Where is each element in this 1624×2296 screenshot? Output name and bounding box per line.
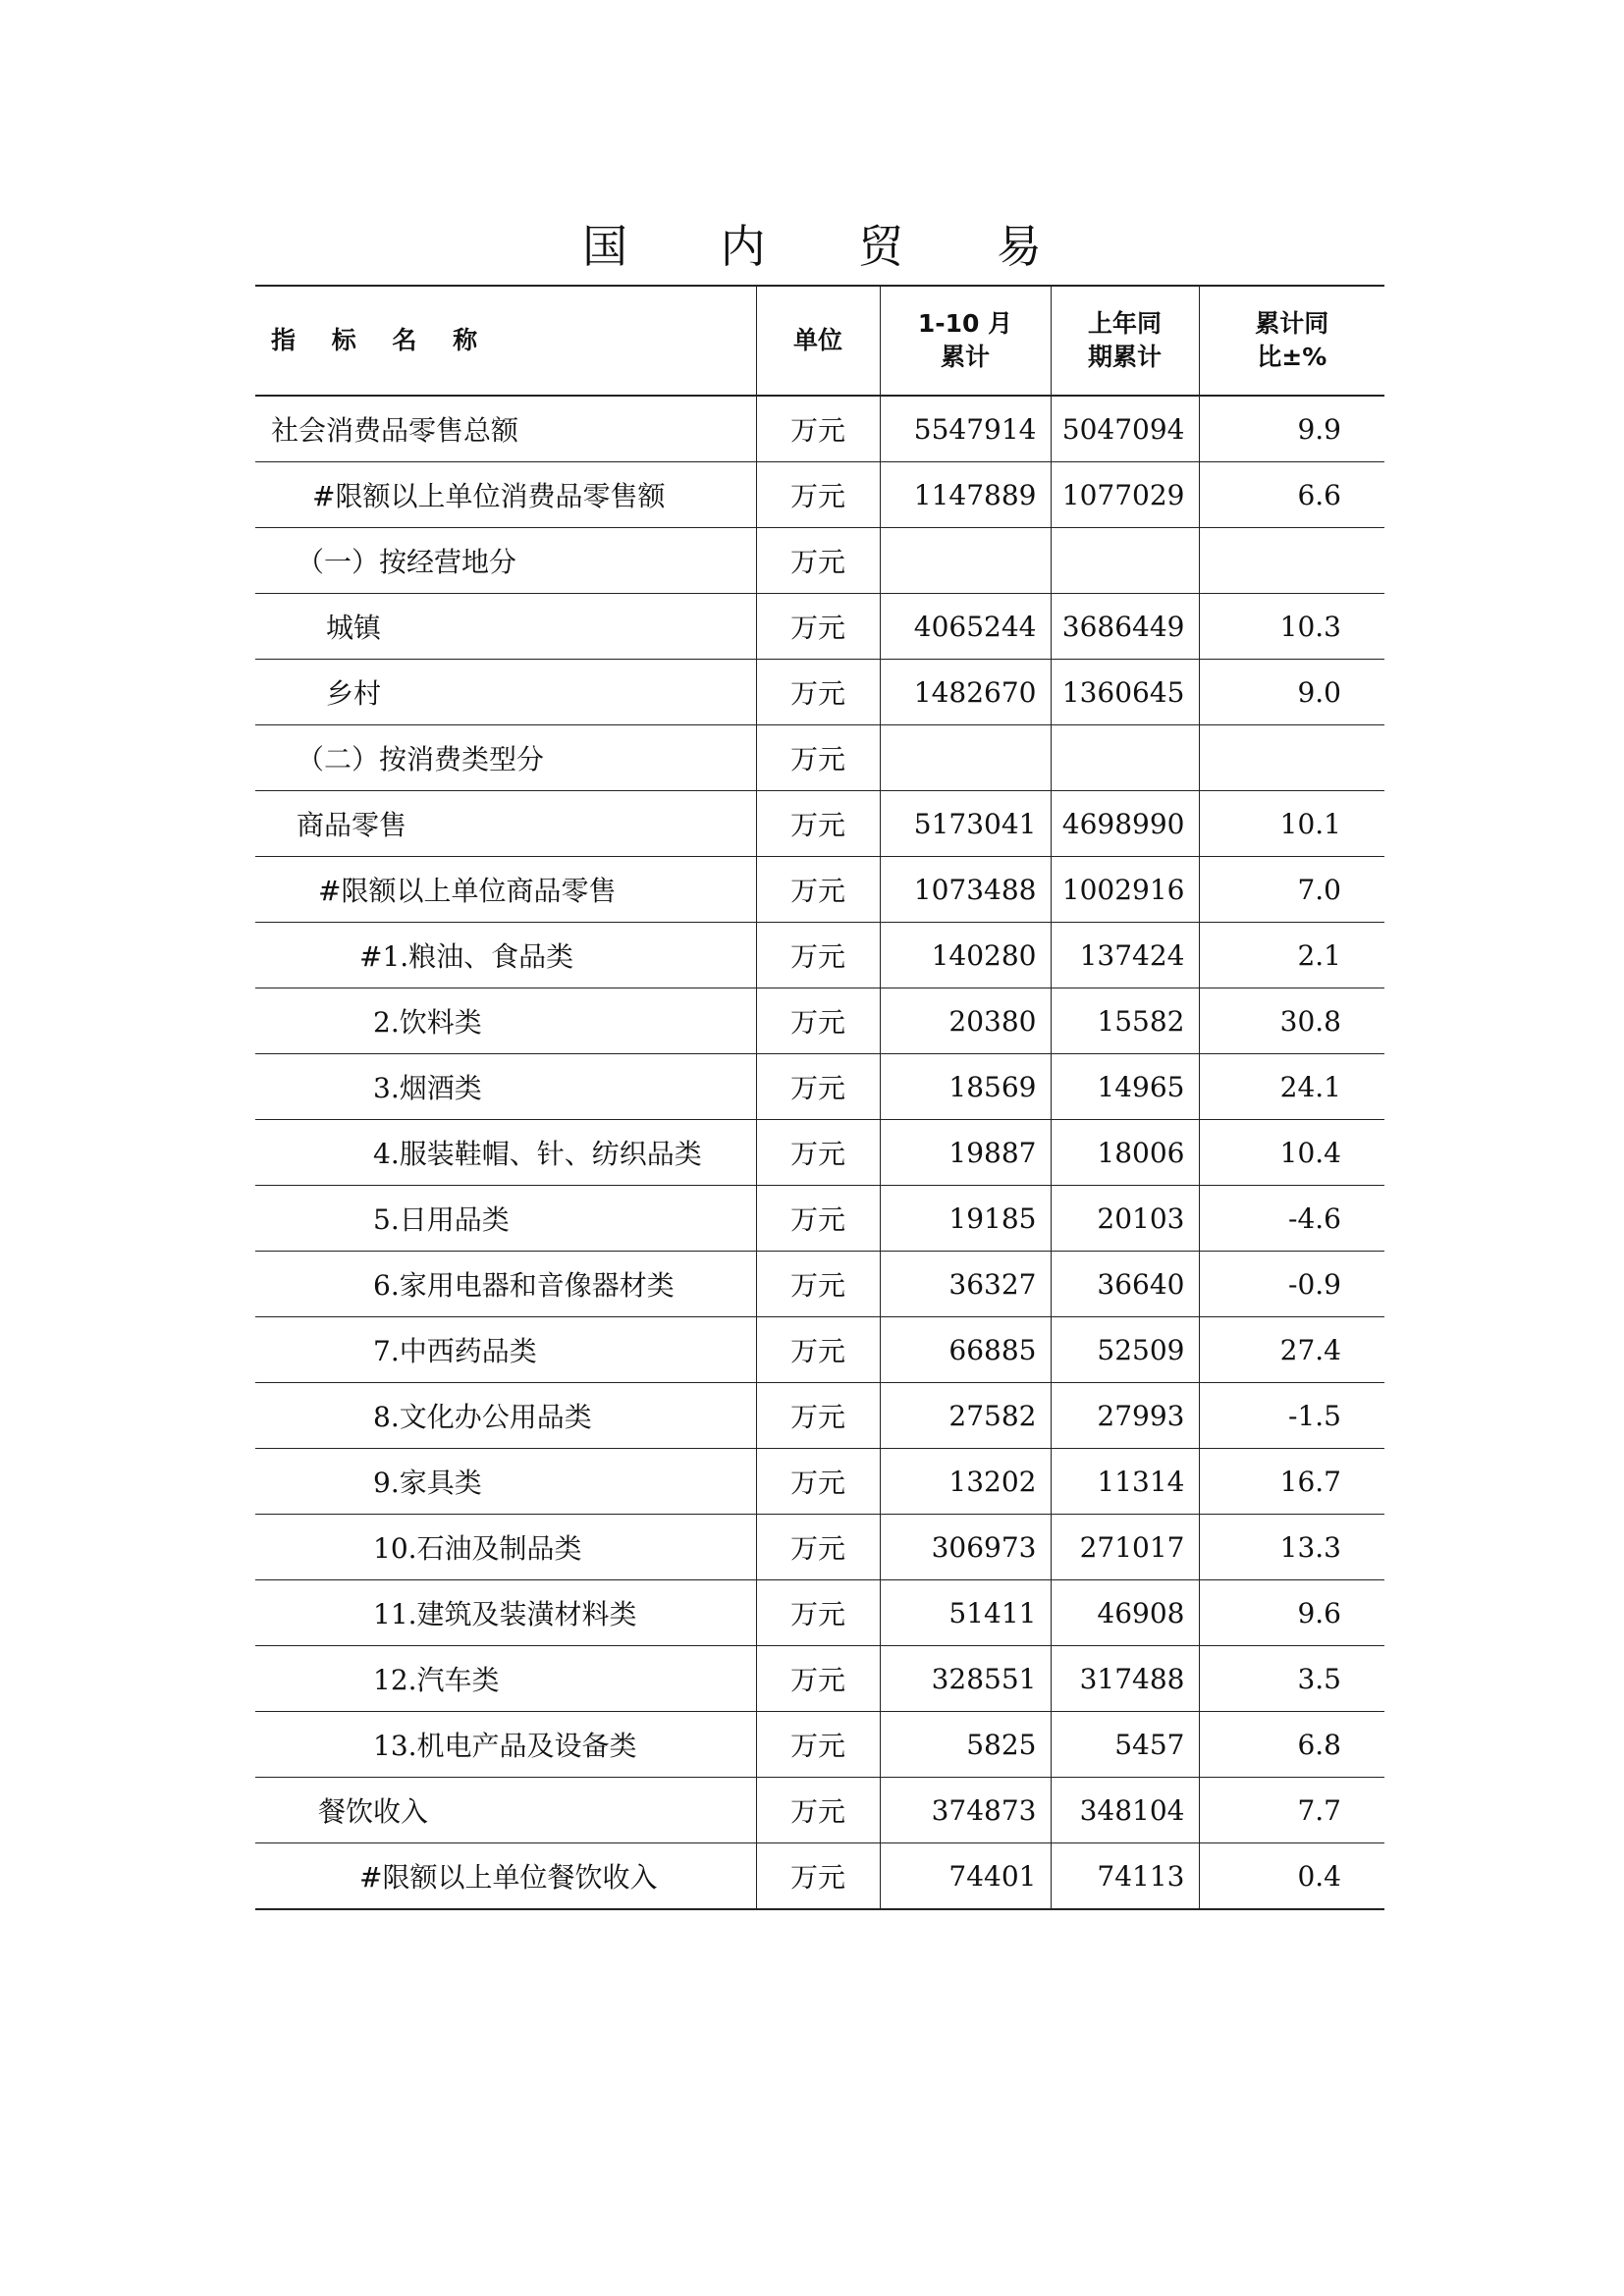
row-prior: 4698990 xyxy=(1051,791,1199,857)
row-change: 7.0 xyxy=(1199,857,1384,923)
row-unit: 万元 xyxy=(756,1449,880,1515)
header-yoy-change xyxy=(1199,286,1384,396)
row-unit: 万元 xyxy=(756,1252,880,1317)
row-change: 30.8 xyxy=(1199,988,1384,1054)
row-change: 7.7 xyxy=(1199,1778,1384,1843)
row-prior: 15582 xyxy=(1051,988,1199,1054)
row-change: 9.6 xyxy=(1199,1580,1384,1646)
row-prior: 27993 xyxy=(1051,1383,1199,1449)
row-name: 8.文化办公用品类 xyxy=(255,1383,756,1449)
row-unit: 万元 xyxy=(756,791,880,857)
row-unit: 万元 xyxy=(756,923,880,988)
header-prior-line1: 上年同 xyxy=(1087,309,1162,338)
row-current: 4065244 xyxy=(880,594,1051,660)
row-name: 12.汽车类 xyxy=(255,1646,756,1712)
header-current-cumulative xyxy=(880,286,1051,396)
row-change: 6.8 xyxy=(1199,1712,1384,1778)
table-row xyxy=(255,1449,1384,1515)
table-row xyxy=(255,1843,1384,1910)
row-change xyxy=(1199,528,1384,594)
row-change: 2.1 xyxy=(1199,923,1384,988)
row-prior: 1077029 xyxy=(1051,462,1199,528)
row-name: #1.粮油、食品类 xyxy=(255,923,756,988)
row-current: 19887 xyxy=(880,1120,1051,1186)
row-name: （二）按消费类型分 xyxy=(255,725,756,791)
header-change-line2: 比±% xyxy=(1257,343,1327,371)
domestic-trade-table xyxy=(255,285,1384,1910)
row-change: 27.4 xyxy=(1199,1317,1384,1383)
row-name: 7.中西药品类 xyxy=(255,1317,756,1383)
row-name: 13.机电产品及设备类 xyxy=(255,1712,756,1778)
row-change: 16.7 xyxy=(1199,1449,1384,1515)
table-row xyxy=(255,1317,1384,1383)
table-row xyxy=(255,462,1384,528)
row-name: 3.烟酒类 xyxy=(255,1054,756,1120)
row-name: （一）按经营地分 xyxy=(255,528,756,594)
row-current xyxy=(880,725,1051,791)
row-prior: 36640 xyxy=(1051,1252,1199,1317)
row-unit: 万元 xyxy=(756,1843,880,1910)
row-unit: 万元 xyxy=(756,660,880,725)
row-prior: 11314 xyxy=(1051,1449,1199,1515)
row-current: 374873 xyxy=(880,1778,1051,1843)
row-unit: 万元 xyxy=(756,1317,880,1383)
table-row xyxy=(255,1186,1384,1252)
row-prior: 137424 xyxy=(1051,923,1199,988)
table-row xyxy=(255,1712,1384,1778)
row-prior xyxy=(1051,528,1199,594)
table-row xyxy=(255,660,1384,725)
row-current: 51411 xyxy=(880,1580,1051,1646)
row-unit: 万元 xyxy=(756,1778,880,1843)
row-unit: 万元 xyxy=(756,725,880,791)
row-change: 24.1 xyxy=(1199,1054,1384,1120)
row-current xyxy=(880,528,1051,594)
row-change: 13.3 xyxy=(1199,1515,1384,1580)
table-row xyxy=(255,528,1384,594)
table-row xyxy=(255,594,1384,660)
table-row xyxy=(255,1120,1384,1186)
row-change: 10.3 xyxy=(1199,594,1384,660)
row-current: 18569 xyxy=(880,1054,1051,1120)
row-change: 0.4 xyxy=(1199,1843,1384,1910)
row-name: 2.饮料类 xyxy=(255,988,756,1054)
row-unit: 万元 xyxy=(756,396,880,462)
row-prior: 5047094 xyxy=(1051,396,1199,462)
header-indicator-name: 指 标 名 称 xyxy=(255,286,756,396)
header-current-line2: 累计 xyxy=(940,343,990,371)
page-title: 国 内 贸 易 xyxy=(582,220,1081,273)
row-change xyxy=(1199,725,1384,791)
table-row xyxy=(255,988,1384,1054)
row-prior xyxy=(1051,725,1199,791)
row-prior: 20103 xyxy=(1051,1186,1199,1252)
row-current: 5547914 xyxy=(880,396,1051,462)
row-current: 5173041 xyxy=(880,791,1051,857)
table-row xyxy=(255,923,1384,988)
row-current: 20380 xyxy=(880,988,1051,1054)
row-unit: 万元 xyxy=(756,988,880,1054)
row-name: #限额以上单位消费品零售额 xyxy=(255,462,756,528)
row-prior: 5457 xyxy=(1051,1712,1199,1778)
row-change: 6.6 xyxy=(1199,462,1384,528)
table-row xyxy=(255,725,1384,791)
row-current: 140280 xyxy=(880,923,1051,988)
header-change-line1: 累计同 xyxy=(1255,309,1329,338)
row-current: 328551 xyxy=(880,1646,1051,1712)
header-prior-line2: 期累计 xyxy=(1087,343,1162,371)
row-unit: 万元 xyxy=(756,1515,880,1580)
row-prior: 348104 xyxy=(1051,1778,1199,1843)
row-prior: 1360645 xyxy=(1051,660,1199,725)
row-name: 10.石油及制品类 xyxy=(255,1515,756,1580)
row-current: 66885 xyxy=(880,1317,1051,1383)
row-prior: 3686449 xyxy=(1051,594,1199,660)
row-name: #限额以上单位餐饮收入 xyxy=(255,1843,756,1910)
header-current-line1: 1-10 月 xyxy=(917,309,1013,338)
table-header-row xyxy=(255,286,1384,396)
row-name: 6.家用电器和音像器材类 xyxy=(255,1252,756,1317)
row-unit: 万元 xyxy=(756,1712,880,1778)
header-prior-cumulative xyxy=(1051,286,1199,396)
row-unit: 万元 xyxy=(756,1383,880,1449)
row-change: 3.5 xyxy=(1199,1646,1384,1712)
row-unit: 万元 xyxy=(756,462,880,528)
row-current: 1482670 xyxy=(880,660,1051,725)
table-row xyxy=(255,1515,1384,1580)
row-name: 9.家具类 xyxy=(255,1449,756,1515)
row-prior: 317488 xyxy=(1051,1646,1199,1712)
row-unit: 万元 xyxy=(756,594,880,660)
table-row xyxy=(255,1580,1384,1646)
row-change: 9.0 xyxy=(1199,660,1384,725)
row-unit: 万元 xyxy=(756,857,880,923)
row-name: 4.服装鞋帽、针、纺织品类 xyxy=(255,1120,756,1186)
row-prior: 14965 xyxy=(1051,1054,1199,1120)
row-prior: 18006 xyxy=(1051,1120,1199,1186)
row-prior: 46908 xyxy=(1051,1580,1199,1646)
row-prior: 74113 xyxy=(1051,1843,1199,1910)
row-current: 306973 xyxy=(880,1515,1051,1580)
row-unit: 万元 xyxy=(756,1580,880,1646)
row-current: 36327 xyxy=(880,1252,1051,1317)
row-unit: 万元 xyxy=(756,1054,880,1120)
row-unit: 万元 xyxy=(756,528,880,594)
row-name: 商品零售 xyxy=(255,791,756,857)
row-change: -0.9 xyxy=(1199,1252,1384,1317)
row-name: 11.建筑及装潢材料类 xyxy=(255,1580,756,1646)
row-name: 乡村 xyxy=(255,660,756,725)
row-change: 10.4 xyxy=(1199,1120,1384,1186)
table-row xyxy=(255,1646,1384,1712)
table-row xyxy=(255,791,1384,857)
row-current: 13202 xyxy=(880,1449,1051,1515)
header-unit: 单位 xyxy=(756,286,880,396)
row-name: #限额以上单位商品零售 xyxy=(255,857,756,923)
table-row xyxy=(255,396,1384,462)
row-change: 10.1 xyxy=(1199,791,1384,857)
row-name: 5.日用品类 xyxy=(255,1186,756,1252)
table-row xyxy=(255,1252,1384,1317)
row-current: 74401 xyxy=(880,1843,1051,1910)
row-unit: 万元 xyxy=(756,1186,880,1252)
row-current: 1073488 xyxy=(880,857,1051,923)
row-change: 9.9 xyxy=(1199,396,1384,462)
row-current: 27582 xyxy=(880,1383,1051,1449)
row-name: 城镇 xyxy=(255,594,756,660)
row-prior: 271017 xyxy=(1051,1515,1199,1580)
row-prior: 1002916 xyxy=(1051,857,1199,923)
table-row xyxy=(255,1778,1384,1843)
row-current: 5825 xyxy=(880,1712,1051,1778)
row-current: 1147889 xyxy=(880,462,1051,528)
row-name: 社会消费品零售总额 xyxy=(255,396,756,462)
table-row xyxy=(255,1383,1384,1449)
row-change: -4.6 xyxy=(1199,1186,1384,1252)
row-prior: 52509 xyxy=(1051,1317,1199,1383)
row-current: 19185 xyxy=(880,1186,1051,1252)
row-unit: 万元 xyxy=(756,1120,880,1186)
row-unit: 万元 xyxy=(756,1646,880,1712)
row-change: -1.5 xyxy=(1199,1383,1384,1449)
table-row xyxy=(255,857,1384,923)
table-row xyxy=(255,1054,1384,1120)
row-name: 餐饮收入 xyxy=(255,1778,756,1843)
